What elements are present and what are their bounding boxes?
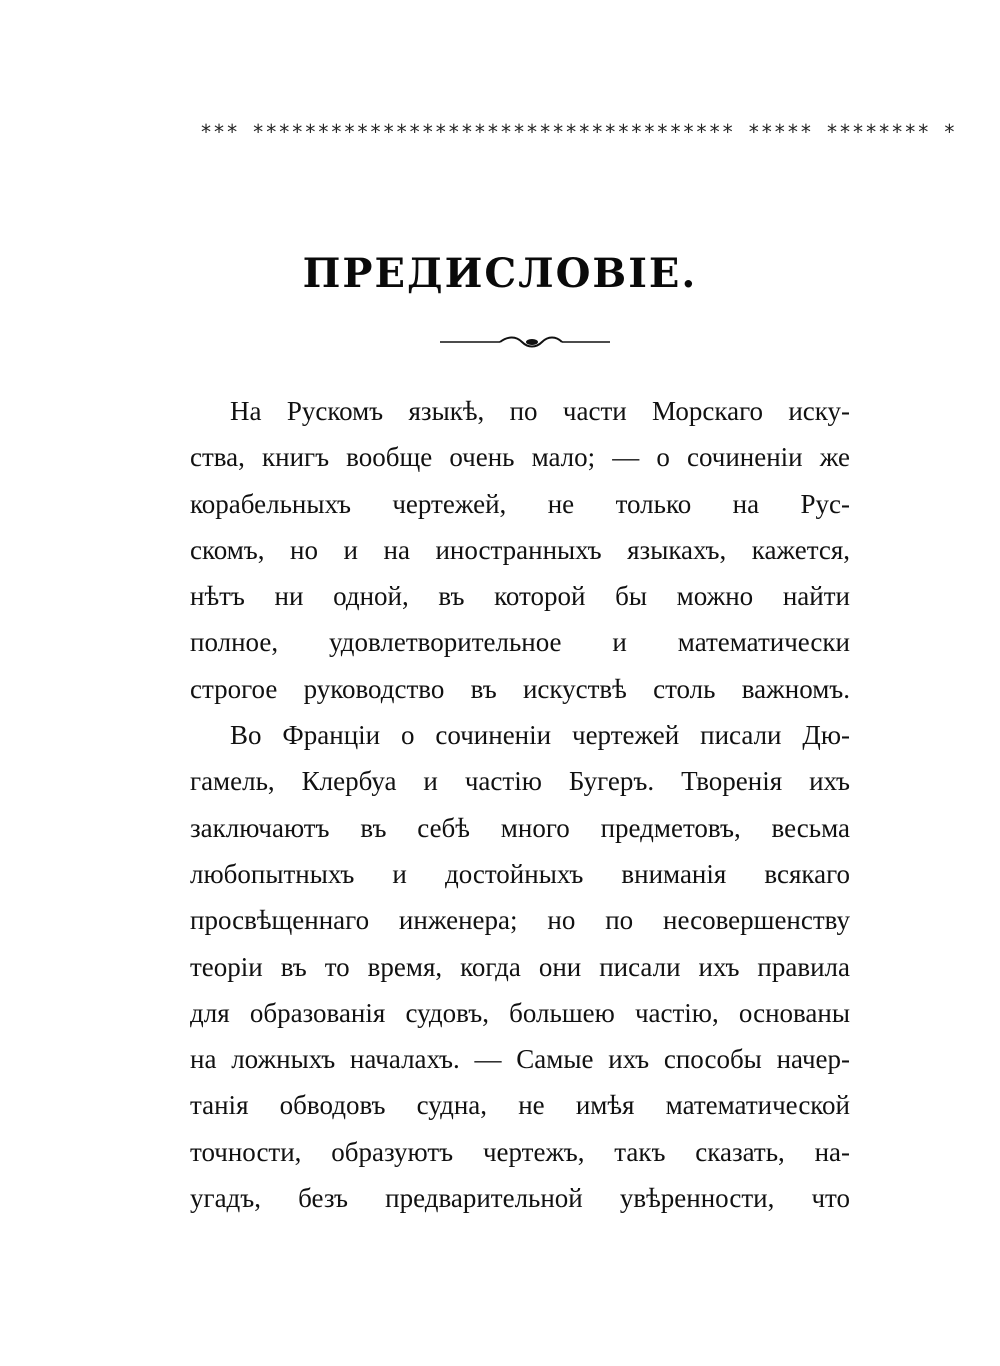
text-line: нѣтъ ни одной, въ которой бы можно найти [190, 581, 850, 612]
text-line: заключаютъ въ себѣ много предметовъ, весьма [190, 812, 850, 843]
text-line: для образованія судовъ, большею частію, основаны [190, 997, 850, 1028]
text-line: На Рускомъ языкѣ, по части Морскаго иску- [230, 396, 850, 426]
text-line: угадъ, безъ предварительной увѣренности, что [190, 1183, 850, 1214]
header-ornament-row: *** ************************************* ***** ******** * [200, 120, 957, 144]
text-line: корабельныхъ чертежей, не только на Рус- [190, 488, 850, 519]
text-line: на ложныхъ началахъ. — Самые ихъ способы начер- [190, 1044, 850, 1075]
page-title: ПРЕДИСЛОВІЕ. [302, 250, 698, 297]
text-line: Во Франціи о сочиненіи чертежей писали Дю- [230, 720, 850, 751]
text-line: ства, книгъ вообще очень мало; — о сочиненіи же [190, 442, 850, 473]
preface-body [190, 388, 850, 1221]
text-line: полное, удовлетворительное и математически [190, 627, 850, 658]
text-line: теоріи въ то время, когда они писали ихъ правила [190, 951, 850, 982]
text-line: гамель, Клербуа и частію Бугеръ. Творенія ихъ [190, 766, 850, 797]
text-line: танія обводовъ судна, не имѣя математической [190, 1090, 850, 1121]
text-line: просвѣщеннаго инженера; но по несовершенству [190, 905, 850, 936]
text-line: любопытныхъ и достойныхъ вниманія всякаго [190, 858, 850, 889]
text-line: скомъ, но и на иностранныхъ языкахъ, кажется, [190, 534, 850, 565]
title-flourish-divider [440, 334, 610, 350]
text-line: строгое руководство въ искуствѣ столь важномъ. [190, 673, 850, 704]
text-line: точности, образуютъ чертежъ, такъ сказать, на- [190, 1136, 850, 1167]
